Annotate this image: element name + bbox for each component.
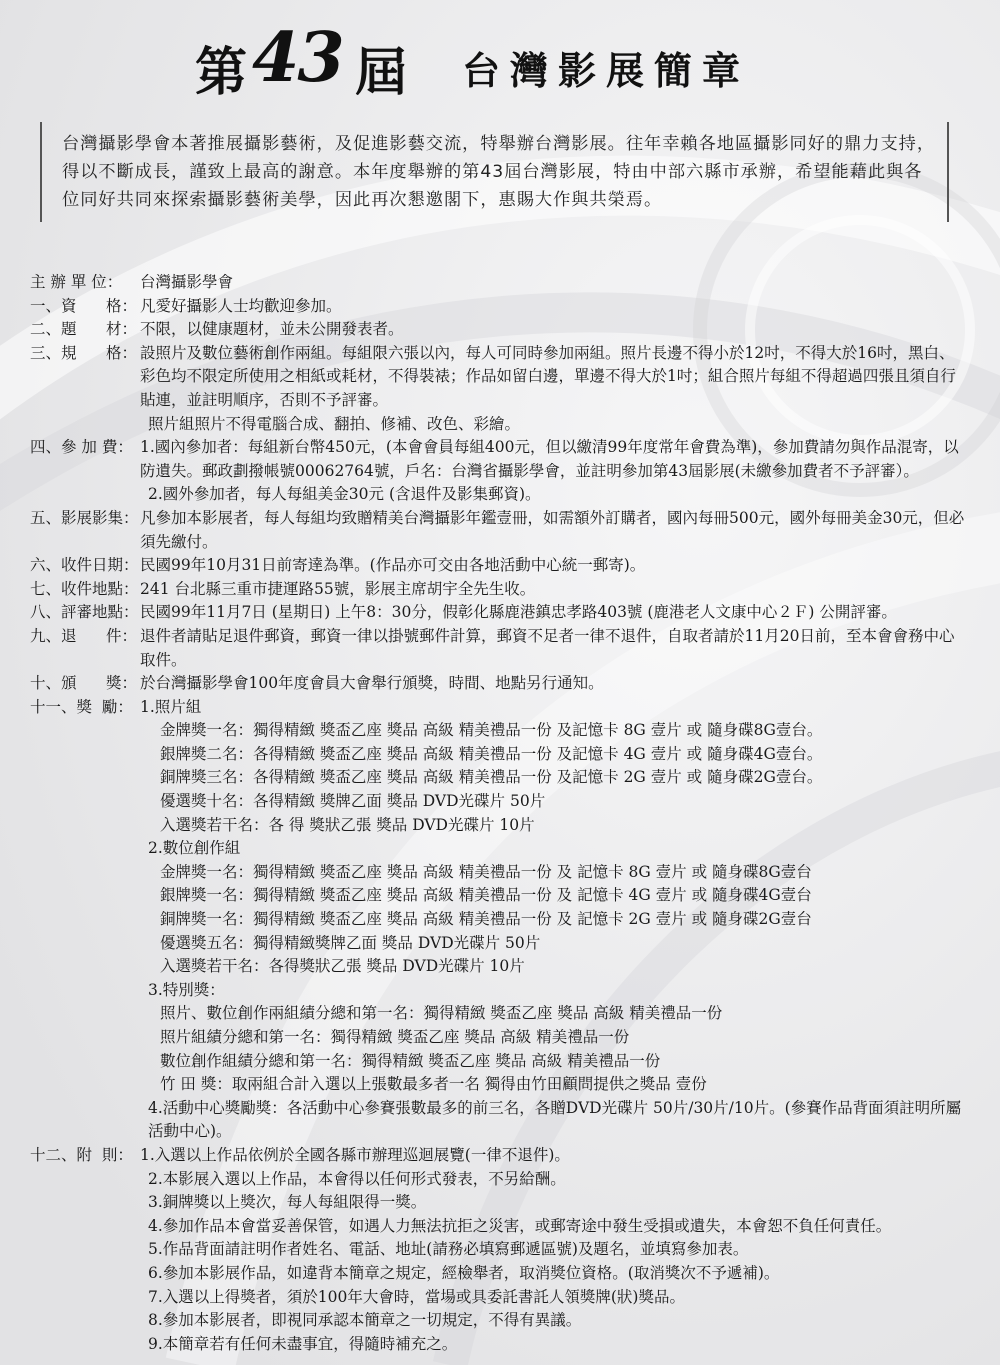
award-item: 銀牌獎二名：各得精緻 獎盃乙座 獎品 高級 精美禮品一份 及記憶卡 4G 壹片 或 隨身碟4G壹台。: [160, 744, 823, 763]
rule-label: 九、退 件：: [30, 626, 138, 645]
title-number: 43: [252, 18, 343, 98]
appendix-item: 1.入選以上作品依例於全國各縣市辦理巡迴展覽(一律不退件)。: [140, 1145, 570, 1164]
rule-catalog: [30, 507, 965, 554]
award-item: 金牌獎一名：獨得精緻 獎盃乙座 獎品 高級 精美禮品一份 及記憶卡 8G 壹片 或 隨身碟8G壹台。: [160, 721, 823, 740]
rule-label: 五、影展影集：: [30, 508, 139, 527]
rule-value: 設照片及數位藝術創作兩組。每組限六張以內，每人可同時參加兩組。照片長邊不得小於12吋，不得大於16吋，黑白、彩色均不限定所使用之相紙或耗材，不得裝裱；作品如留白邊，單邊不得大於1吋；組合照片每組不得超過四張且須自行貼連，並註明順序，否則不予評審。: [140, 343, 956, 409]
award-group-title: 3.特別獎：: [148, 980, 225, 999]
award-item: 照片組績分總和第一名：獨得精緻 獎盃乙座 獎品 高級 精美禮品一份: [160, 1028, 630, 1046]
rule-specification: [30, 342, 965, 413]
rule-spec-extra: 照片組照片不得電腦合成、翻拍、修補、改色、彩繪。: [148, 414, 521, 433]
award-item: 金牌獎一名：獨得精緻 獎盃乙座 獎品 高級 精美禮品一份 及 記憶卡 8G 壹片 或 隨身碟8G壹台: [160, 862, 812, 881]
appendix-item: 6.參加本影展作品，如違背本簡章之規定，經檢舉者，取消獎位資格。(取消獎次不予遞補)。: [148, 1263, 780, 1282]
award-item: 優選獎五名：獨得精緻獎牌乙面 獎品 DVD光碟片 50片: [160, 933, 541, 952]
award-item: 入選獎若干名：各 得 獎狀乙張 獎品 DVD光碟片 10片: [160, 815, 535, 834]
rule-label: 十一、獎 勵：: [30, 697, 133, 716]
rule-subject: [30, 318, 965, 342]
award-item: 優選獎十名：各得精緻 獎牌乙面 獎品 DVD光碟片 50片: [160, 792, 546, 811]
rule-label: 一、資 格：: [30, 296, 138, 315]
award-item: 照片、數位創作兩組績分總和第一名：獨得精緻 獎盃乙座 獎品 高級 精美禮品一份: [160, 1004, 723, 1023]
rule-return: [30, 625, 965, 672]
rule-awards: [30, 696, 965, 720]
intro-box: [40, 122, 949, 222]
page-title: [0, 18, 1000, 103]
rule-address: [30, 578, 965, 602]
award-item: 竹 田 獎：取兩組合計入選以上張數最多者一名 獨得由竹田顧問提供之獎品 壹份: [160, 1075, 707, 1094]
rule-label: 十、頒 獎：: [30, 674, 138, 693]
rule-value: 於台灣攝影學會100年度會員大會舉行頒獎，時間、地點另行通知。: [140, 674, 604, 693]
title-suffix: 屆: [355, 42, 408, 103]
appendix-item: 5.作品背面請註明作者姓名、電話、地址(請務必填寫郵遞區號)及題名，並填寫參加表。: [148, 1240, 749, 1259]
award-item: 銀牌獎一名：獨得精緻 獎盃乙座 獎品 高級 精美禮品一份 及 記憶卡 4G 壹片 或 隨身碟4G壹台: [160, 886, 812, 905]
rule-value: 不限，以健康題材，並未公開發表者。: [140, 320, 404, 339]
rule-entry-fee-foreign: 2.國外參加者，每人每組美金30元 (含退件及影集郵資)。: [148, 485, 541, 504]
award-group-title: 1.照片組: [140, 697, 202, 716]
rule-organizer: [30, 271, 965, 295]
appendix-item: 8.參加本影展者，即視同承認本簡章之一切規定，不得有異議。: [148, 1311, 582, 1330]
rule-value: 民國99年10月31日前寄達為準。(作品亦可交由各地活動中心統一郵寄)。: [140, 556, 646, 575]
award-group-title: 2.數位創作組: [148, 839, 241, 858]
rule-awards-ceremony: [30, 672, 965, 696]
rule-eligibility: [30, 295, 965, 319]
appendix-item: 2.本影展入選以上作品，本會得以任何形式發表，不另給酬。: [148, 1169, 566, 1188]
award-item: 入選獎若干名：各得獎狀乙張 獎品 DVD光碟片 10片: [160, 957, 525, 976]
rule-label: 六、收件日期：: [30, 556, 139, 575]
rule-label: 八、評審地點：: [30, 603, 139, 622]
rule-appendix: [30, 1144, 965, 1168]
award-item: 數位創作組績分總和第一名：獨得精緻 獎盃乙座 獎品 高級 精美禮品一份: [160, 1051, 661, 1070]
rules-list: [30, 271, 965, 1356]
rule-label: 七、收件地點：: [30, 579, 139, 598]
rule-label: 十二、附 則：: [30, 1145, 133, 1164]
rule-value: 退件者請貼足退件郵資，郵資一律以掛號郵件計算，郵資不足者一律不退件，自取者請於11月20日前，至本會會務中心取件。: [140, 626, 955, 669]
rule-label: 四、參 加 費：: [30, 438, 133, 457]
title-name: 台灣影展簡章: [462, 49, 751, 93]
award-item: 銅牌獎一名：獨得精緻 獎盃乙座 獎品 高級 精美禮品一份 及 記憶卡 2G 壹片 或 隨身碟2G壹台: [160, 910, 812, 929]
rule-value: 凡參加本影展者，每人每組均致贈精美台灣攝影年鑑壹冊，如需額外訂購者，國內每冊500元，國外每冊美金30元，但必須先繳付。: [140, 508, 965, 551]
rule-value: 1.國內參加者：每組新台幣450元，(本會會員每組400元，但以繳清99年度常年會費為準)，參加費請勿與作品混寄，以防遺失。郵政劃撥帳號00062764號，戶名：台灣省攝影學會，並註明參加第43屆影展(未繳參加費者不予評審）。: [140, 438, 959, 480]
title-prefix: 第: [195, 42, 248, 103]
rule-deadline: [30, 554, 965, 578]
award-group-title: 4.活動中心獎勵獎：各活動中心參賽張數最多的前三名，各贈DVD光碟片 50片/30片/10片。(參賽作品背面須註明所屬活動中心)。: [148, 1098, 962, 1141]
intro-text: 台灣攝影學會本著推展攝影藝術，及促進影藝交流，特舉辦台灣影展。往年幸賴各地區攝影同好的鼎力支持，得以不斷成長，謹致上最高的謝意。本年度舉辦的第43屆台灣影展，特由中部六縣市承辦，希望能藉此與各位同好共同來探索攝影藝術美學，因此再次懇邀閣下，惠賜大作與共榮焉。: [62, 134, 936, 210]
appendix-item: 3.銅牌獎以上獎次，每人每組限得一獎。: [148, 1193, 427, 1212]
rule-value: 凡愛好攝影人士均歡迎參加。: [140, 296, 342, 315]
appendix-item: 7.入選以上得獎者，須於100年大會時，當場或具委託書託人領獎牌(狀)獎品。: [148, 1287, 685, 1306]
award-item: 銅牌獎三名：各得精緻 獎盃乙座 獎品 高級 精美禮品一份 及記憶卡 2G 壹片 或 隨身碟2G壹台。: [160, 768, 823, 787]
rule-value: 241 台北縣三重市捷運路55號，影展主席胡宇全先生收。: [140, 579, 536, 598]
appendix-item: 9.本簡章若有任何未盡事宜，得隨時補充之。: [148, 1334, 458, 1353]
rule-value: 民國99年11月7日 (星期日) 上午8：30分，假彰化縣鹿港鎮忠孝路403號 (鹿港老人文康中心２Ｆ) 公開評審。: [140, 603, 897, 622]
rule-judging: [30, 601, 965, 625]
rule-label: 二、題 材：: [30, 320, 138, 339]
rule-value: 台灣攝影學會: [140, 273, 234, 291]
rule-entry-fee: [30, 436, 965, 483]
appendix-item: 4.參加作品本會當妥善保管，如遇人力無法抗拒之災害，或郵寄途中發生受損或遺失，本會恕不負任何責任。: [148, 1216, 892, 1235]
rule-label: 三、規 格：: [30, 343, 138, 362]
rule-label: 主 辦 單 位：: [30, 273, 123, 291]
